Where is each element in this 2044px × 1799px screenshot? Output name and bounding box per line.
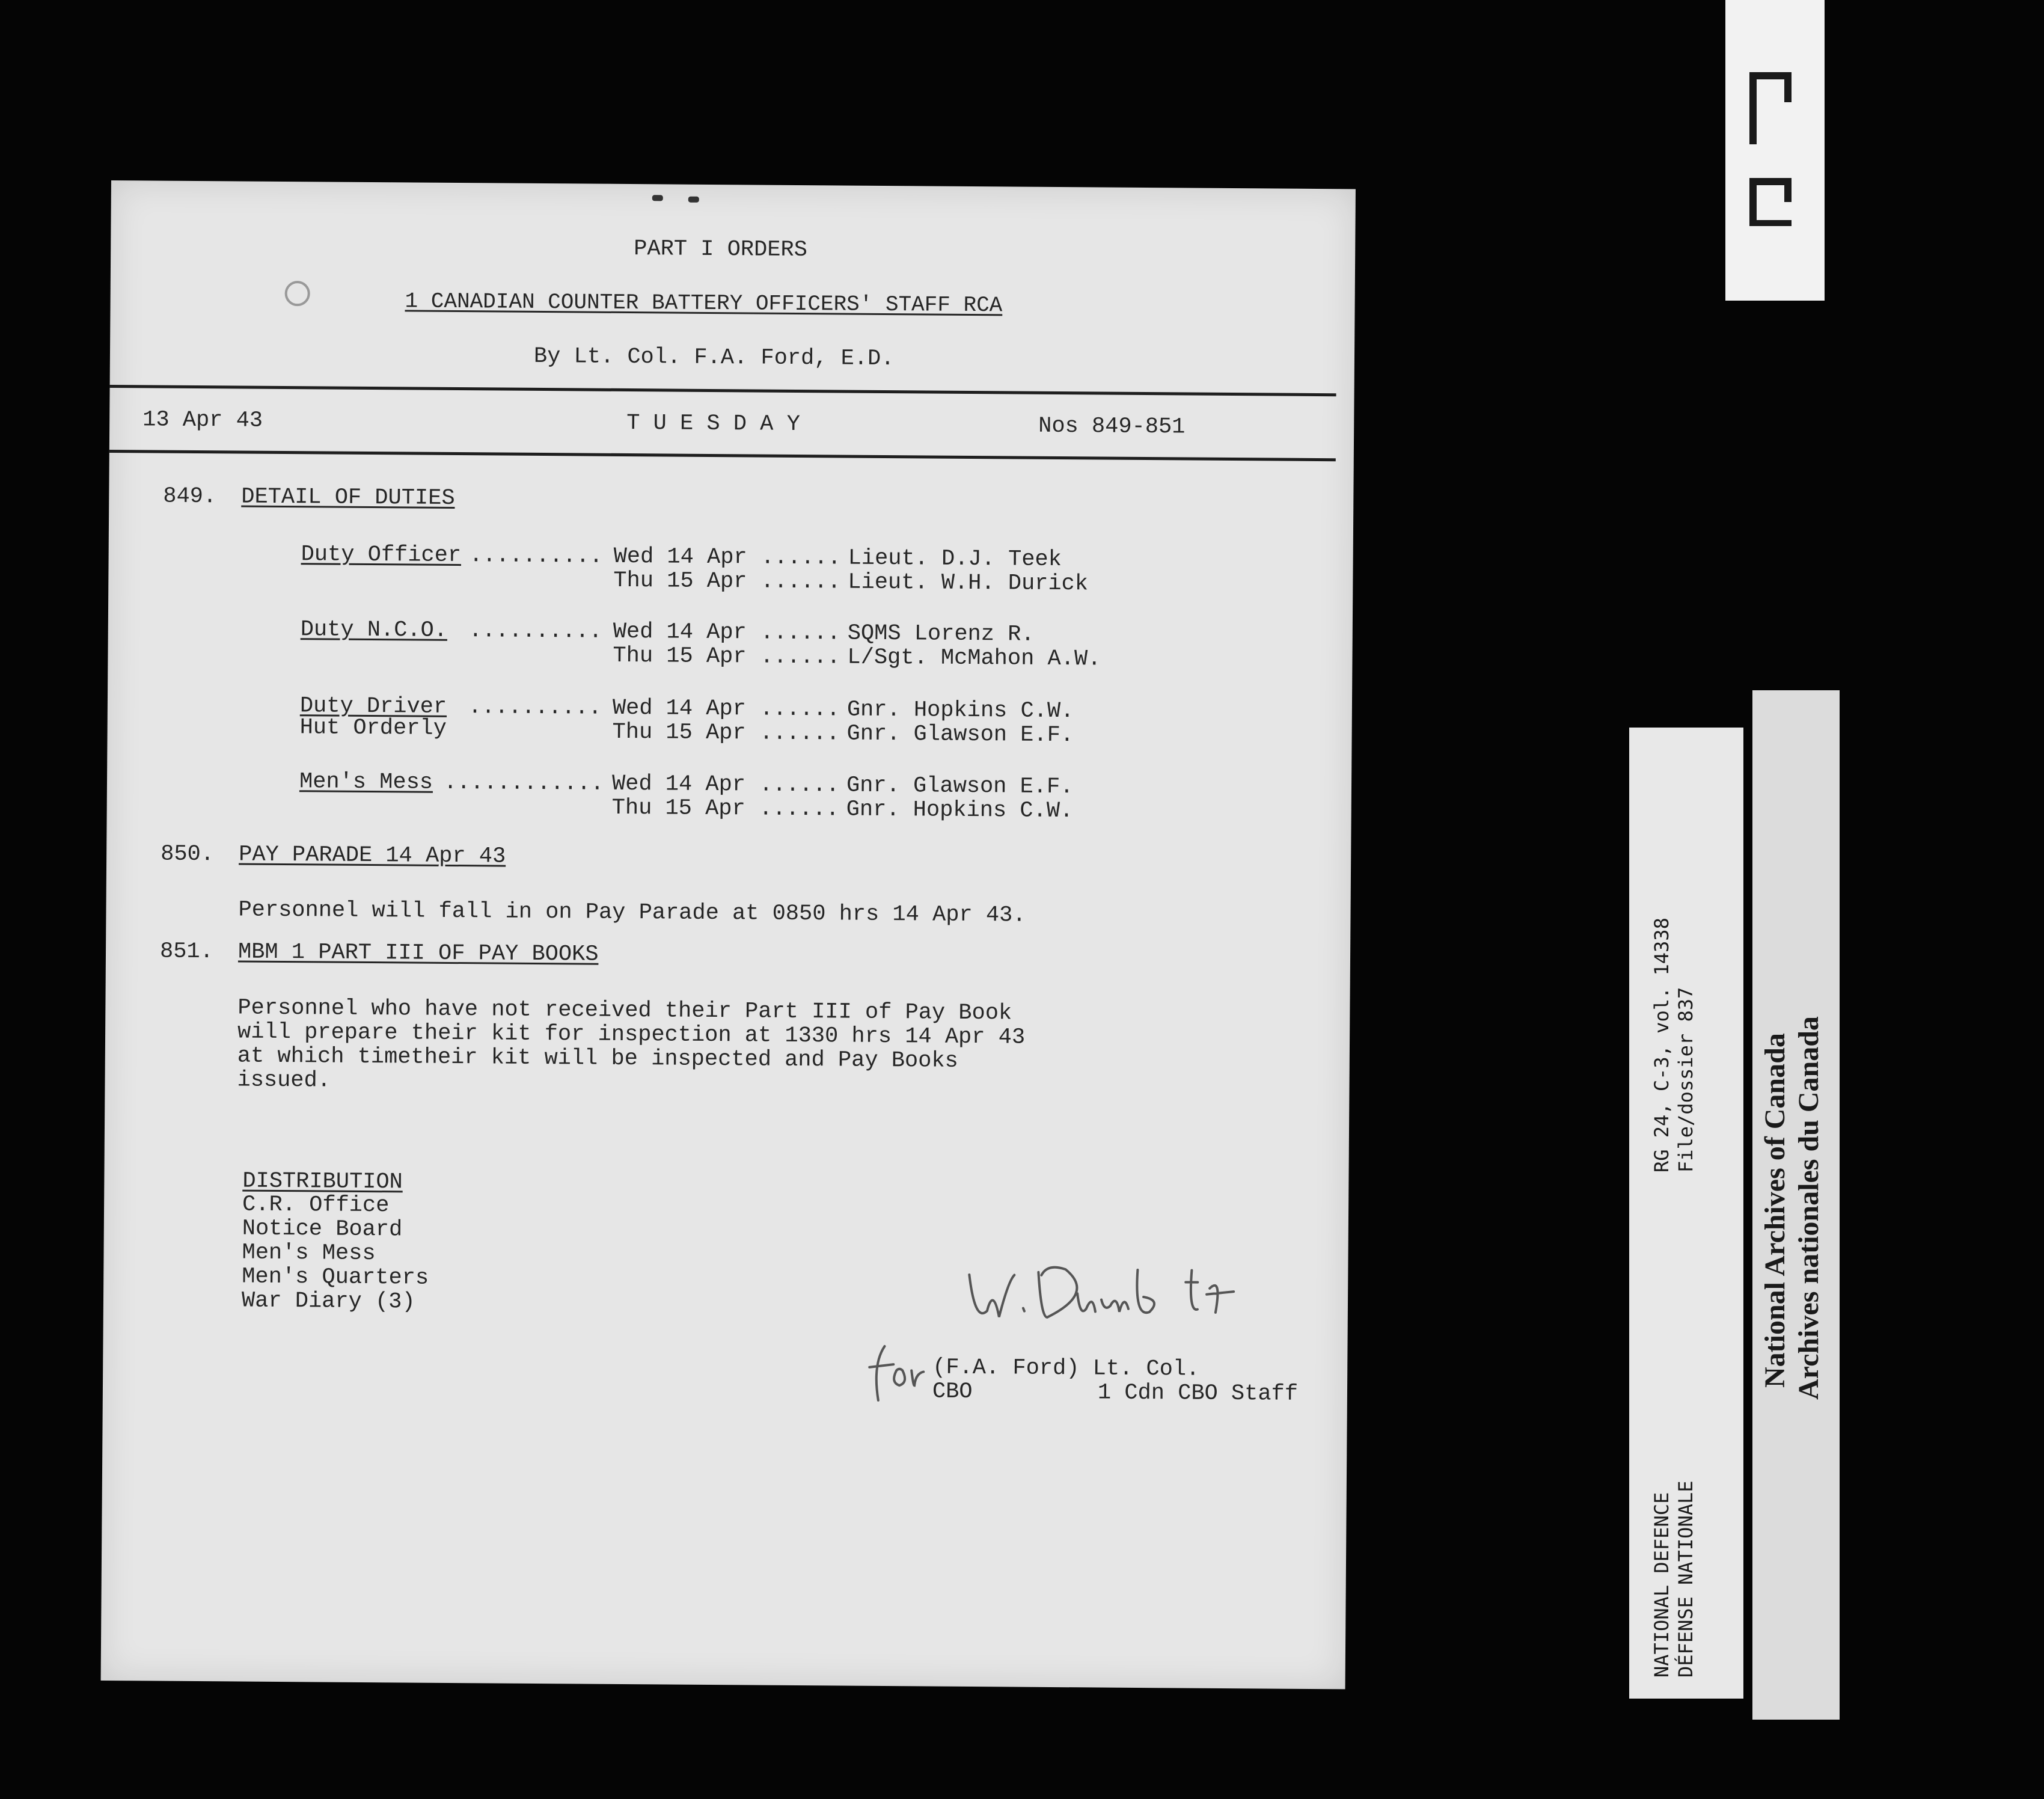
dot-leader: ...... xyxy=(760,545,842,571)
duty-role: Duty Officer xyxy=(301,542,462,569)
staple-mark xyxy=(652,195,663,201)
distribution-item: C.R. Office xyxy=(242,1192,390,1219)
duty-person: L/Sgt. McMahon A.W. xyxy=(847,645,1101,672)
duty-date: Wed 14 Apr xyxy=(611,771,746,798)
duty-person: Lieut. D.J. Teek xyxy=(848,545,1062,573)
section-title: PAY PARADE 14 Apr 43 xyxy=(239,842,506,869)
distribution-item: Men's Mess xyxy=(242,1240,376,1267)
distribution-item: War Diary (3) xyxy=(241,1288,415,1315)
punch-hole xyxy=(285,281,310,306)
section-body-line: will prepare their kit for inspection at 1330 hrs 14 Apr 43 xyxy=(237,1019,1026,1050)
section-body-line: Personnel who have not received their Part III of Pay Book xyxy=(237,995,1012,1026)
department-fr: DÉFENSE NATIONALE xyxy=(1674,1480,1697,1678)
handwritten-for xyxy=(860,1334,927,1407)
section-body-line: issued. xyxy=(237,1067,331,1094)
issued-by: By Lt. Col. F.A. Ford, E.D. xyxy=(533,343,895,372)
duty-role: Duty N.C.O. xyxy=(300,617,448,643)
duty-person: Gnr. Glawson E.F. xyxy=(846,721,1074,749)
orders-title: PART I ORDERS xyxy=(634,236,808,263)
edge-mark xyxy=(1784,178,1792,202)
section-title: MBM 1 PART III OF PAY BOOKS xyxy=(237,939,599,967)
section-body-line: at which timetheir kit will be inspected and Pay Books xyxy=(237,1043,958,1074)
duty-role: Men's Mess xyxy=(299,769,433,795)
section-title: DETAIL OF DUTIES xyxy=(241,484,455,512)
dot-leader: .......... xyxy=(469,543,603,569)
edge-mark xyxy=(1784,72,1792,102)
dot-leader: ...... xyxy=(759,720,840,747)
duty-person: Lieut. W.H. Durick xyxy=(848,569,1089,597)
section-body: Personnel will fall in on Pay Parade at 0850 hrs 14 Apr 43. xyxy=(238,897,1026,928)
duty-date: Wed 14 Apr xyxy=(613,544,747,571)
edge-mark xyxy=(1749,220,1792,226)
duty-person: Gnr. Hopkins C.W. xyxy=(846,797,1074,824)
department-en: NATIONAL DEFENCE xyxy=(1650,1492,1673,1678)
section-number: 849. xyxy=(163,483,217,510)
archives-name-fr: Archives nationales du Canada xyxy=(1793,1016,1825,1400)
dot-leader: .......... xyxy=(468,694,602,721)
unit-title: 1 CANADIAN COUNTER BATTERY OFFICERS' STAFF RCA xyxy=(405,289,1003,318)
signatory-unit: 1 Cdn CBO Staff xyxy=(1097,1380,1299,1407)
order-numbers: Nos 849-851 xyxy=(1038,413,1186,440)
distribution-item: Men's Quarters xyxy=(242,1264,429,1291)
distribution-item: Notice Board xyxy=(242,1216,403,1243)
duty-role: Duty Driver xyxy=(299,693,447,720)
document-page xyxy=(101,180,1356,1689)
edge-mark xyxy=(1749,178,1757,226)
dot-leader: ...... xyxy=(759,772,840,798)
signatory-name: (F.A. Ford) Lt. Col. xyxy=(932,1355,1200,1382)
duty-person: SQMS Lorenz R. xyxy=(847,621,1035,648)
dot-leader: ...... xyxy=(759,696,840,723)
film-edge-marker xyxy=(1725,0,1825,301)
archive-label-strip xyxy=(1752,690,1840,1720)
duty-date: Thu 15 Apr xyxy=(612,719,746,746)
duty-person: Gnr. Hopkins C.W. xyxy=(846,697,1074,725)
staple-mark xyxy=(688,197,699,203)
order-date: 13 Apr 43 xyxy=(142,407,263,434)
edge-mark xyxy=(1749,72,1757,144)
dot-leader: ...... xyxy=(760,620,841,646)
duty-date: Wed 14 Apr xyxy=(612,695,747,722)
dot-leader: ............ xyxy=(443,770,604,797)
handwritten-signature xyxy=(956,1251,1270,1349)
duty-date: Thu 15 Apr xyxy=(611,795,745,822)
dot-leader: ...... xyxy=(759,796,840,823)
order-day: T U E S D A Y xyxy=(626,410,800,438)
signatory-appointment: CBO xyxy=(932,1379,973,1405)
page-content xyxy=(101,180,1356,1689)
duty-date: Wed 14 Apr xyxy=(613,619,747,646)
distribution-title: DISTRIBUTION xyxy=(242,1168,403,1195)
dot-leader: .......... xyxy=(468,618,602,645)
duty-role-secondary: Hut Orderly xyxy=(299,715,447,741)
archive-file: File/dossier 837 xyxy=(1674,987,1697,1172)
duty-date: Thu 15 Apr xyxy=(613,643,747,670)
section-number: 851. xyxy=(159,939,214,965)
archive-reference: RG 24, C-3, vol. 14338 xyxy=(1650,918,1673,1172)
archives-name-en: National Archives of Canada xyxy=(1759,1033,1791,1388)
header-rule-bottom xyxy=(109,450,1336,461)
duty-person: Gnr. Glawson E.F. xyxy=(846,773,1074,800)
dot-leader: ...... xyxy=(760,644,840,670)
header-rule-top xyxy=(110,385,1336,396)
section-number: 850. xyxy=(161,841,215,868)
duty-date: Thu 15 Apr xyxy=(613,568,747,595)
dot-leader: ...... xyxy=(760,569,841,595)
archive-reference-strip xyxy=(1629,728,1743,1699)
